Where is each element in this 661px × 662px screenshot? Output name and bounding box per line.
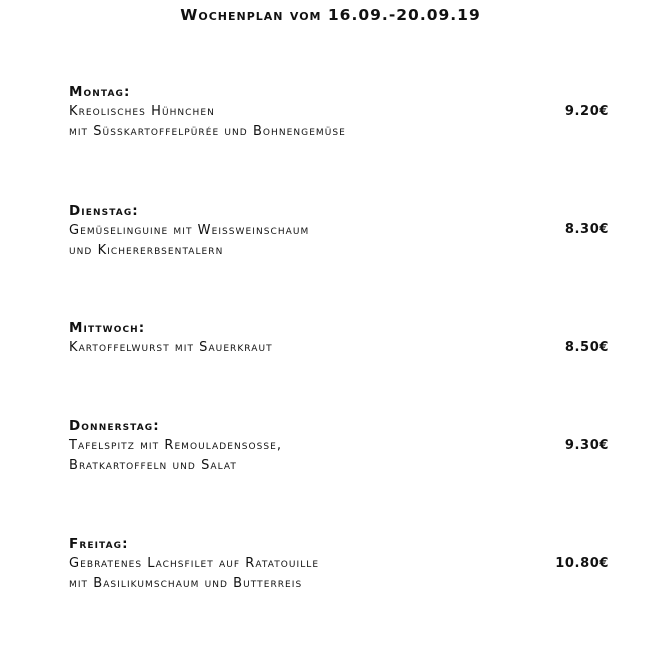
dish-line: Bratkartoffeln und Salat	[69, 458, 237, 473]
day-label: Freitag:	[69, 536, 129, 552]
day-label: Montag:	[69, 84, 131, 100]
dish-line: Gebratenes Lachsfilet auf Ratatouille	[69, 556, 320, 571]
dish-line: Tafelspitz mit Remouladensosse,	[69, 438, 283, 453]
dish-line: Kartoffelwurst mit Sauerkraut	[69, 340, 273, 355]
day-block-wednesday	[69, 318, 629, 358]
dish-line: und Kichererbsentalern	[69, 243, 224, 258]
day-label: Mittwoch:	[69, 320, 146, 336]
day-block-tuesday	[69, 201, 629, 261]
price-tuesday: 8.30€	[564, 222, 609, 237]
dish-line: mit Basilikumschaum und Butterreis	[69, 576, 303, 591]
dish-line: mit Süsskartoffelpürée und Bohnengemüse	[69, 124, 346, 139]
day-block-thursday	[69, 416, 629, 476]
day-label: Dienstag:	[69, 203, 139, 219]
day-block-friday	[69, 534, 629, 594]
price-monday: 9.20€	[564, 104, 609, 119]
price-thursday: 9.30€	[564, 438, 609, 453]
dish-line: Kreolisches Hühnchen	[69, 104, 215, 119]
dish-line: Gemüselinguine mit Weissweinschaum	[69, 223, 310, 238]
price-friday: 10.80€	[555, 556, 609, 571]
page-title: Wochenplan vom 16.09.-20.09.19	[180, 6, 481, 24]
price-wednesday: 8.50€	[564, 340, 609, 355]
day-block-monday	[69, 82, 629, 142]
day-label: Donnerstag:	[69, 418, 160, 434]
